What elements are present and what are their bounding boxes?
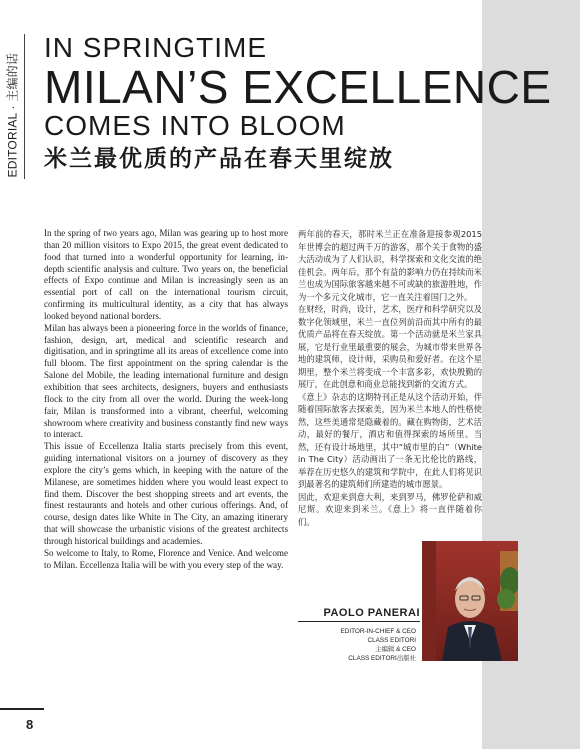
english-paragraph: Milan has always been a pioneering force in the worlds of finance, fashion, design, art, medical and scientific research and digitisation, and in springtime all its areas of excellence come into full bloom. The first appointment on the spring calendar is the Salone del Mobile, the leading international furniture and design exhibition that sees architects, designers, buyers and enthusiasts flock to the city from all over the world. During the week-long fair, Milan is transformed into a vibrant, cheerful, welcoming showroom where creativity and business constantly find new ways to interact. bbox=[44, 322, 288, 440]
headline-line-1: IN SPRINGTIME bbox=[44, 32, 268, 63]
chinese-column bbox=[298, 228, 482, 528]
section-divider bbox=[24, 34, 25, 179]
author-role: EDITOR-IN-CHIEF & CEO bbox=[340, 628, 416, 635]
author-role: 主编辑 & CEO bbox=[375, 646, 416, 653]
headline-line-2: MILAN’S EXCELLENCE bbox=[44, 61, 552, 113]
section-label-text: EDITORIAL · 主编的话 bbox=[5, 52, 20, 178]
english-column bbox=[44, 228, 288, 571]
english-paragraph: This issue of Eccellenza Italia starts precisely from this event, guiding international visitors on a journey of discovery as they explore the city’s gems which, in keeping with the nature of the Milanese, are sometimes hidden where you would least expect to find them. Discover the best shopping streets and art events, the finest restaurants and hotels and other curious offerings. And, of course, design dates like White in The City, an amazing itinerary that will showcase the urbanistic visions of the greatest architects through historical buildings and academies. bbox=[44, 441, 288, 546]
section-label bbox=[2, 34, 20, 179]
author-portrait bbox=[422, 541, 518, 661]
author-role: CLASS EDITORI出版社 bbox=[348, 655, 416, 662]
english-paragraph: In the spring of two years ago, Milan was gearing up to host more than 20 million visitors to Expo 2015, the great event dedicated to food that turned into a wonderful opportunity for learning, in-depth scientific analysis and culture. Two years on, the beneficial effects of Expo continue and Milan is increasingly seen as an essential port of call on the international tourism circuit, confirming its multicultural identity, as a city that has always looked beyond national borders. bbox=[44, 228, 288, 321]
page-number: 8 bbox=[26, 717, 34, 732]
headline-line-3: COMES INTO BLOOM bbox=[44, 110, 346, 141]
signature-divider bbox=[298, 621, 420, 622]
chinese-paragraph: 因此，欢迎来到意大利，来到罗马，佛罗伦萨和威尼斯。欢迎来到米兰。《意上》将一直伴随着你们。 bbox=[298, 491, 482, 527]
chinese-paragraph: 两年前的春天，那时米兰正在准备迎接参观2015年世博会的超过两千万的游客，那个关于食物的盛大活动成为了人们认识，科学探索和文化交流的绝佳机会。两年后，那个有益的影响力仍在持续而米兰也成为国际旅客越来越不可或缺的旅游胜地，作为一个多元文化城市，它一直关注着国门之外。 bbox=[298, 229, 482, 302]
headline-chinese: 米兰最优质的产品在春天里绽放 bbox=[44, 146, 394, 172]
chinese-paragraph: 《意上》杂志的这期特刊正是从这个活动开始，伴随着国际旅客去探索美，因为米兰本地人的性格使然，这些美通常是隐藏着的。藏在购物街，艺术活动，最好的餐厅，酒店和值得探索的场所里。当然，还有设计场地里，其中“城市里的白”（White in The City）活动画出了一条无比伦比的路线，举荐在历史悠久的建筑和学院中，在此人们将见识到最著名的建筑师们所建造的城市愿景。 bbox=[298, 391, 482, 489]
author-role: CLASS EDITORI bbox=[367, 637, 416, 644]
page-number-rule bbox=[0, 708, 44, 710]
english-paragraph: So welcome to Italy, to Rome, Florence and Venice. And welcome to Milan. Eccellenza Italia will be with you every step of the way. bbox=[44, 547, 288, 570]
author-name: PAOLO PANERAI bbox=[323, 607, 420, 619]
chinese-paragraph: 在财经，时尚，设计，艺术，医疗和科学研究以及数字化领域里，米兰一直位列前沿而其中所有的最优质产品将在春天绽放。第一个活动就是米兰家具展，它是行业里最重要的展会，为城市带来世界各地的建筑师，设计师，采购员和爱好者。在这个星期里，整个米兰将变成一个丰富多彩，欢快殷勤的展厅，在此创意和商业总能找到新的交流方式。 bbox=[298, 304, 482, 389]
